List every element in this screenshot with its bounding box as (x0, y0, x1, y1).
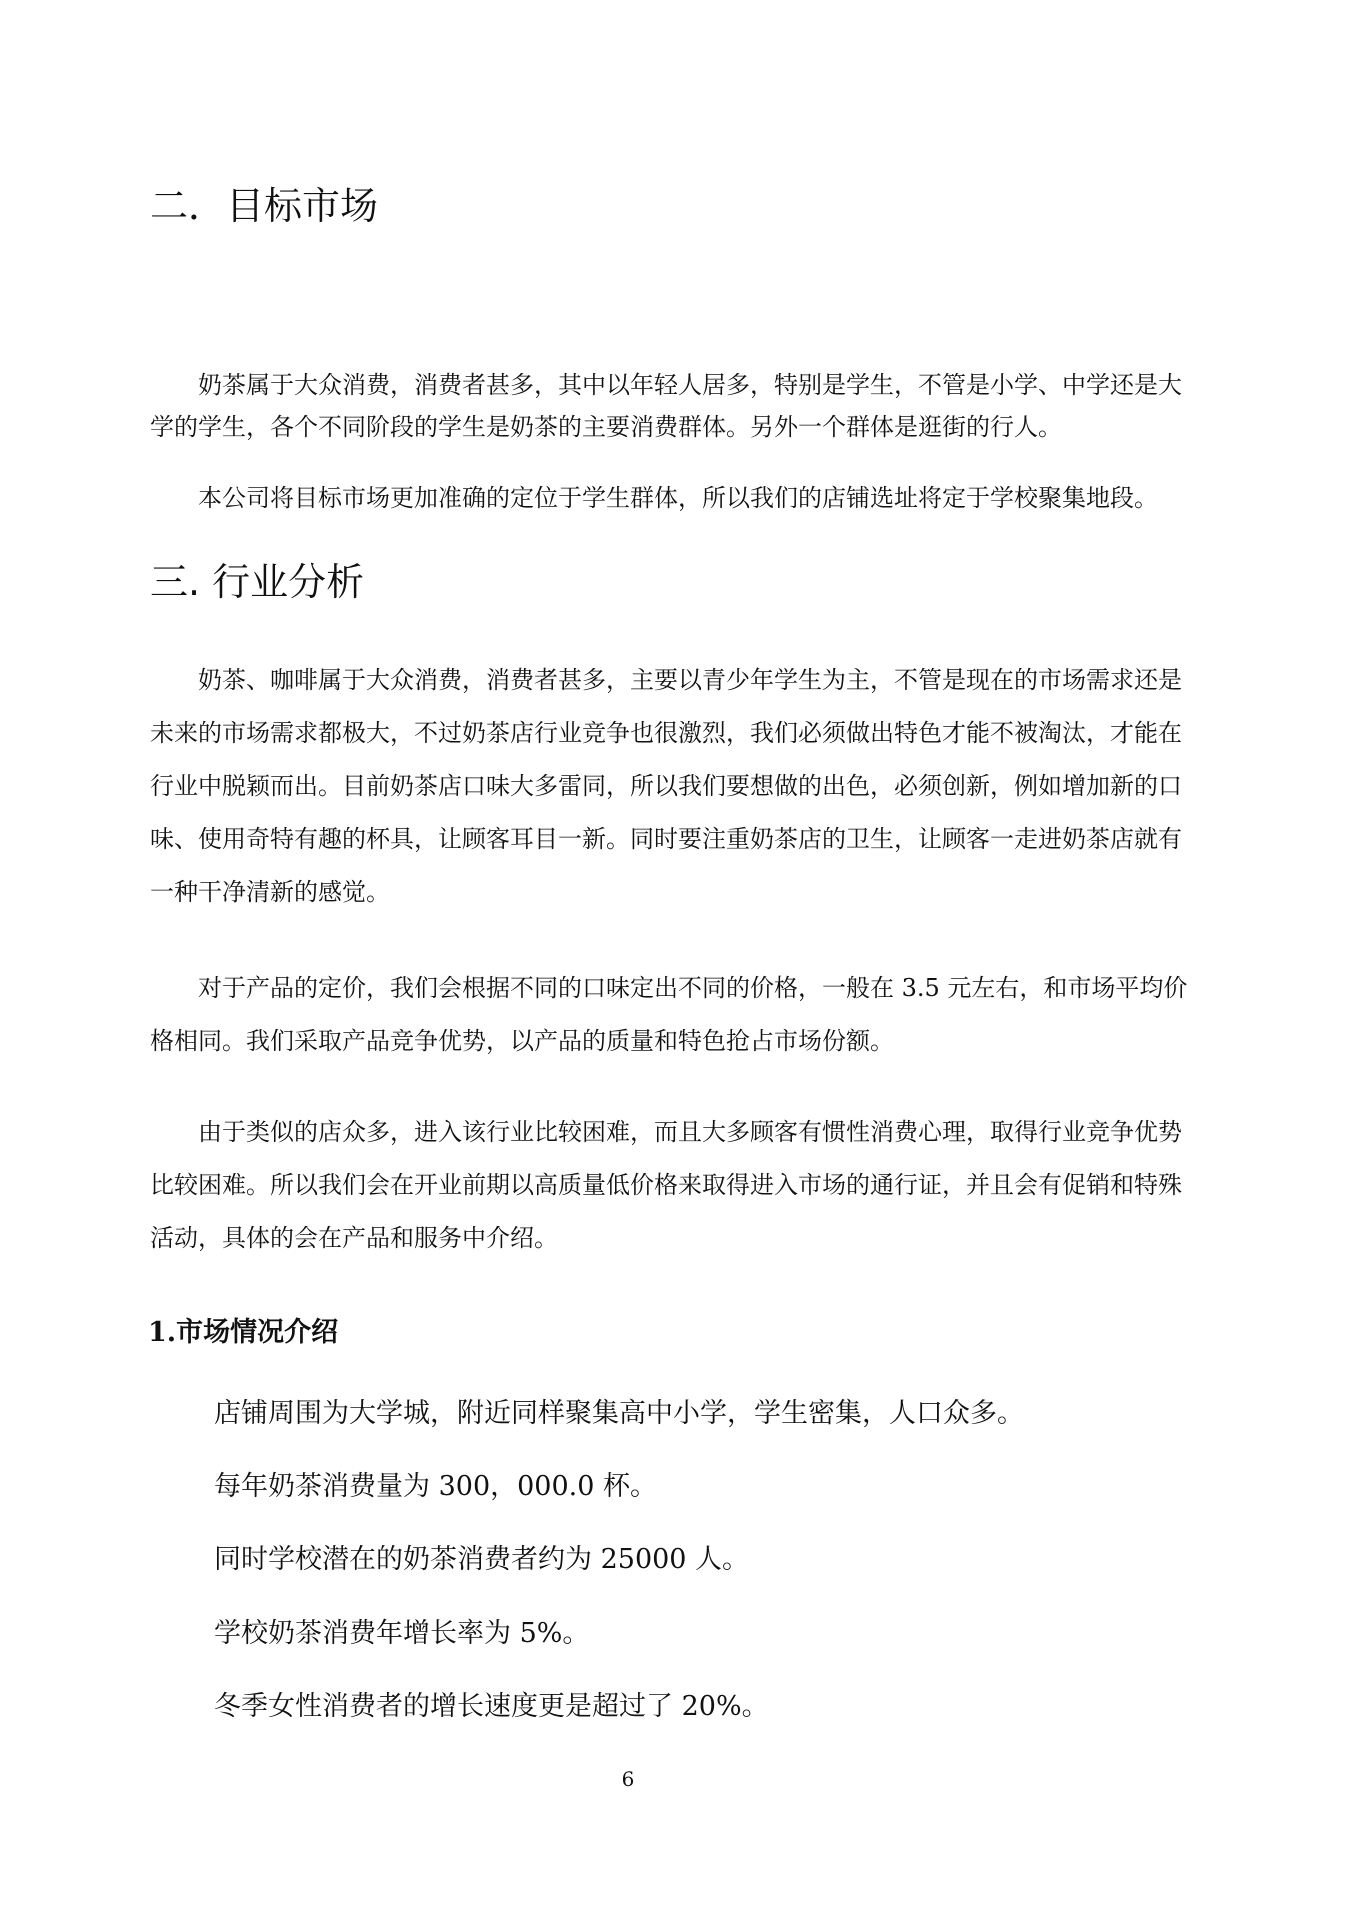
subsection-heading-market-overview: 1.市场情况介绍 (148, 1317, 339, 1348)
paragraph-industry-competition: 奶茶、咖啡属于大众消费，消费者甚多，主要以青少年学生为主，不管是现在的市场需求还是未来的市场需求都极大，不过奶茶店行业竞争也很激烈，我们必须做出特色才能不被淘汰，才能在行业中脱颖而出。目前奶茶店口味大多雷同，所以我们要想做的出色，必须创新，例如增加新的口味、使用奇特有趣的杯具，让顾客耳目一新。同时要注重奶茶店的卫生，让顾客一走进奶茶店就有一种干净清新的感觉。 (150, 666, 1182, 906)
paragraph-target-market-consumers: 奶茶属于大众消费，消费者甚多，其中以年轻人居多，特别是学生，不管是小学、中学还是大学的学生，各个不同阶段的学生是奶茶的主要消费群体。另外一个群体是逛街的行人。 (150, 371, 1182, 441)
market-fact-location: 店铺周围为大学城，附近同样聚集高中小学，学生密集，人口众多。 (214, 1398, 1024, 1429)
market-fact-annual-volume: 每年奶茶消费量为 300，000.0 杯。 (214, 1471, 657, 1502)
paragraph-industry-entry: 由于类似的店众多，进入该行业比较困难，而且大多顾客有惯性消费心理，取得行业竞争优势比较困难。所以我们会在开业前期以高质量低价格来取得进入市场的通行证，并且会有促销和特殊活动，具体的会在产品和服务中介绍。 (150, 1118, 1182, 1252)
paragraph-industry-pricing: 对于产品的定价，我们会根据不同的口味定出不同的价格，一般在 3.5 元左右，和市场平均价格相同。我们采取产品竞争优势，以产品的质量和特色抢占市场份额。 (150, 974, 1188, 1055)
market-fact-potential-consumers: 同时学校潜在的奶茶消费者约为 25000 人。 (214, 1544, 750, 1575)
paragraph-target-market-positioning: 本公司将目标市场更加准确的定位于学生群体，所以我们的店铺选址将定于学校聚集地段。 (198, 484, 1158, 512)
section-heading-industry-analysis: 三. 行业分析 (150, 560, 365, 604)
market-fact-winter-growth: 冬季女性消费者的增长速度更是超过了 20%。 (214, 1691, 769, 1722)
market-fact-growth-rate: 学校奶茶消费年增长率为 5%。 (214, 1618, 590, 1649)
section-heading-target-market: 二．目标市场 (150, 184, 379, 228)
page-number: 6 (621, 1767, 635, 1791)
